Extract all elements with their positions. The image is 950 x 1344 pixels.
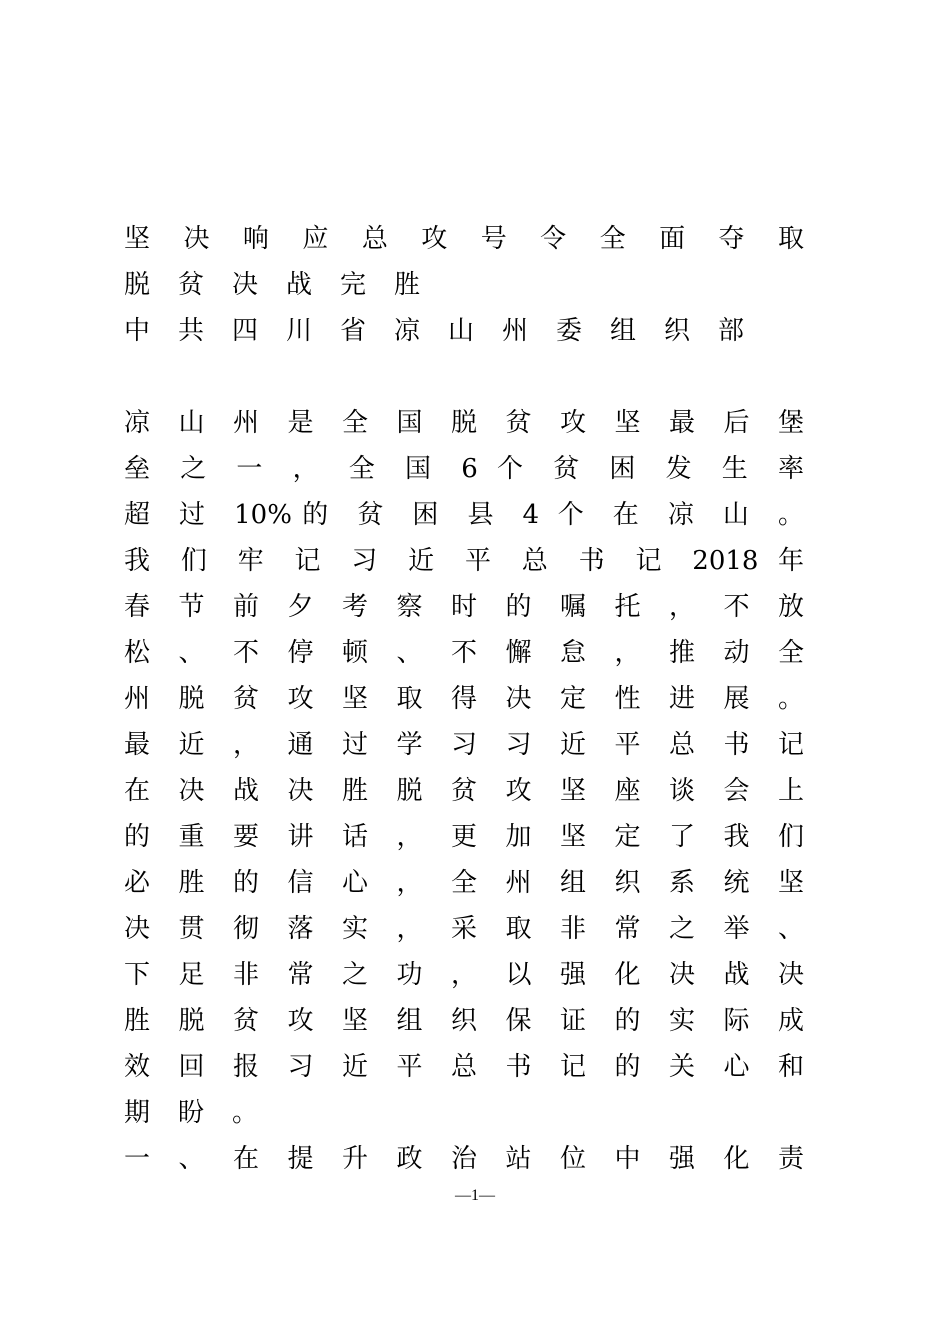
body-line-15: 效 回 报 习 近 平 总 书 记 的 关 心 和 (124, 1052, 804, 1082)
body-line-1: 凉 山 州 是 全 国 脱 贫 攻 坚 最 后 堡 (124, 408, 804, 438)
section-heading-1: 一 、 在 提 升 政 治 站 位 中 强 化 责 (124, 1144, 804, 1174)
title-line-2: 脱贫决战完胜 (124, 270, 449, 300)
body-line-4: 我 们 牢 记 习 近 平 总 书 记 2018 年 (124, 546, 804, 576)
body-line-11: 必 胜 的 信 心 ， 全 州 组 织 系 统 坚 (124, 868, 804, 898)
body-line-5: 春 节 前 夕 考 察 时 的 嘱 托 ， 不 放 (124, 592, 804, 622)
body-line-7: 州 脱 贫 攻 坚 取 得 决 定 性 进 展 。 (124, 684, 804, 714)
body-line-13: 下 足 非 常 之 功 ， 以 强 化 决 战 决 (124, 960, 804, 990)
author-line: 中共四川省凉山州委组织部 (124, 316, 773, 346)
paragraph-spacer (124, 354, 804, 400)
body-line-2: 垒 之 一 ， 全 国 6 个 贫 困 发 生 率 (124, 454, 804, 484)
title-line-1: 坚 决 响 应 总 攻 号 令 全 面 夺 取 (124, 224, 804, 254)
body-line-3: 超 过 10%的 贫 困 县 4 个 在 凉 山 。 (124, 500, 804, 530)
body-line-12: 决 贯 彻 落 实 ， 采 取 非 常 之 举 、 (124, 914, 804, 944)
page-number: —1— (455, 1187, 495, 1204)
body-line-14: 胜 脱 贫 攻 坚 组 织 保 证 的 实 际 成 (124, 1006, 804, 1036)
body-line-6: 松 、 不 停 顿 、 不 懈 怠 ， 推 动 全 (124, 638, 804, 668)
body-line-10: 的 重 要 讲 话 ， 更 加 坚 定 了 我 们 (124, 822, 804, 852)
body-line-9: 在 决 战 决 胜 脱 贫 攻 坚 座 谈 会 上 (124, 776, 804, 806)
body-line-16: 期盼。 (124, 1098, 287, 1128)
document-body (124, 216, 804, 1182)
body-line-8: 最 近 ， 通 过 学 习 习 近 平 总 书 记 (124, 730, 804, 760)
